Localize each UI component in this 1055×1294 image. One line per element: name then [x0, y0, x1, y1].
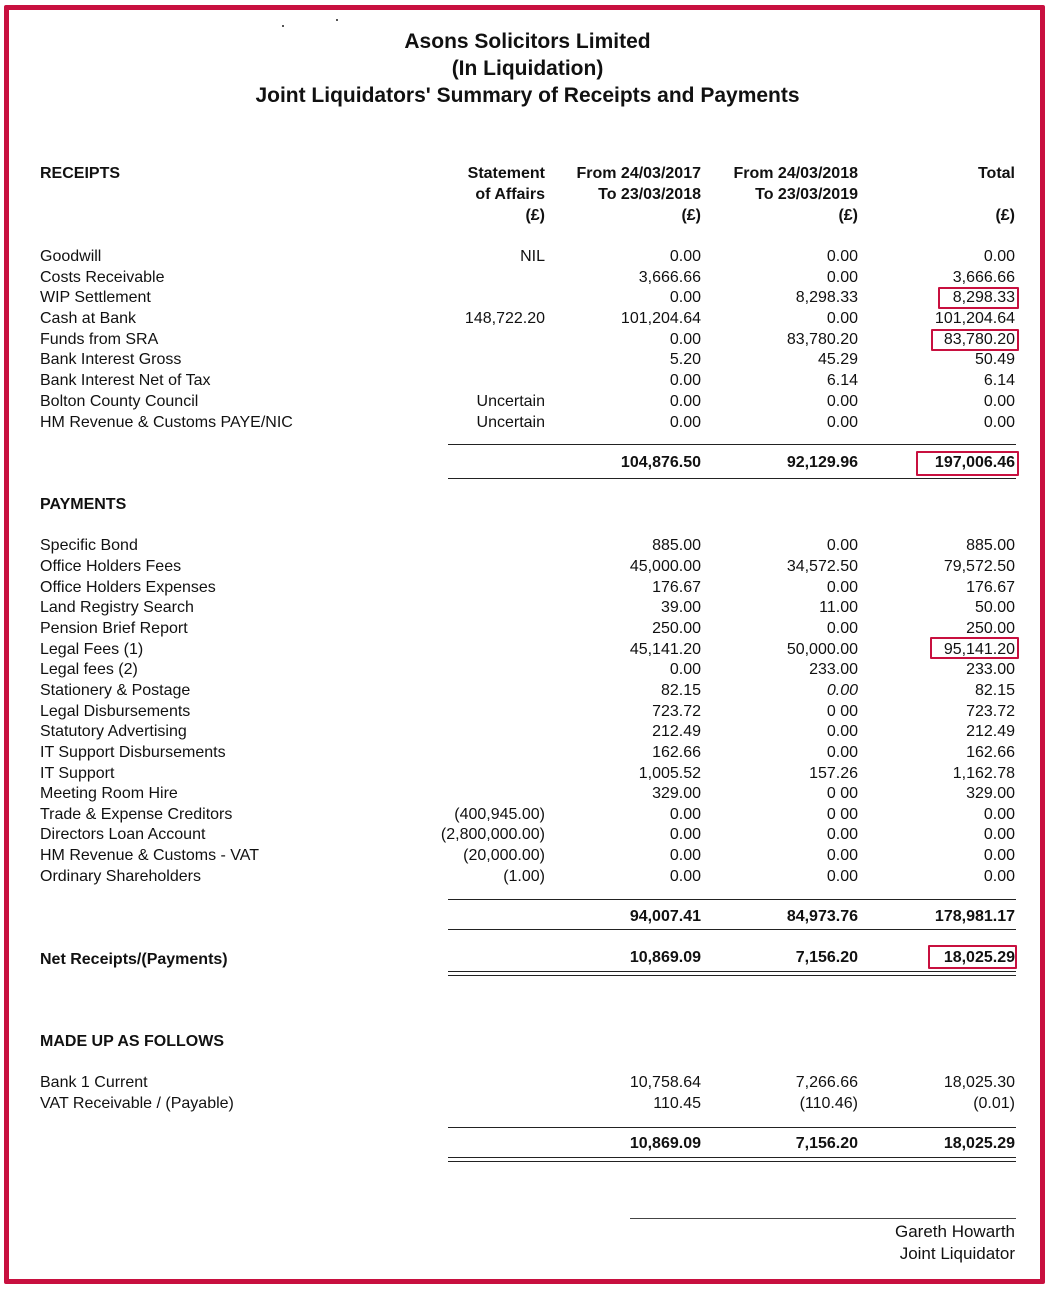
soa-header-line2: of Affairs: [475, 186, 545, 203]
total-value: 18,025.30: [943, 1074, 1015, 1091]
payments-grand-total: 178,981.17: [934, 908, 1015, 925]
period1-value: 101,204.64: [620, 310, 701, 327]
total-header: Total: [977, 165, 1015, 182]
period2-value: 0.00: [826, 393, 858, 410]
made-up-total-period1: 10,869.09: [629, 1135, 701, 1152]
period1-header-line2: To 23/03/2018: [598, 186, 701, 203]
receipts-rule-bottom: [448, 478, 1016, 479]
row-label: Specific Bond: [40, 537, 138, 554]
row-label: Office Holders Expenses: [40, 579, 216, 596]
total-value: 329.00: [966, 785, 1015, 802]
payments-heading: PAYMENTS: [40, 496, 127, 513]
period1-value: 39.00: [660, 599, 701, 616]
period1-value: 0.00: [669, 806, 701, 823]
row-label: Office Holders Fees: [40, 558, 182, 575]
period2-value: 0.00: [826, 723, 858, 740]
period2-value: 0 00: [826, 703, 858, 720]
liquidation-status: (In Liquidation): [451, 57, 604, 80]
period1-value: 723.72: [652, 703, 701, 720]
scan-speck: [336, 19, 338, 21]
row-label: Funds from SRA: [40, 331, 159, 348]
highlight-box: [928, 945, 1017, 969]
total-value: 8,298.33: [952, 289, 1015, 306]
total-value: 50.49: [974, 351, 1015, 368]
receipts-grand-total: 197,006.46: [934, 454, 1015, 471]
period1-value: 3,666.66: [638, 269, 701, 286]
total-value: 79,572.50: [943, 558, 1015, 575]
period1-value: 885.00: [652, 537, 701, 554]
net-period2: 7,156.20: [795, 949, 858, 966]
period1-value: 0.00: [669, 372, 701, 389]
period2-value: 157.26: [809, 765, 858, 782]
net-double-rule-1: [448, 971, 1016, 972]
payments-total-period1: 94,007.41: [629, 908, 701, 925]
period1-value: 212.49: [652, 723, 701, 740]
row-label: WIP Settlement: [40, 289, 151, 306]
total-value: 723.72: [966, 703, 1015, 720]
row-label: HM Revenue & Customs PAYE/NIC: [40, 414, 293, 431]
period1-value: 1,005.52: [638, 765, 701, 782]
soa-value: Uncertain: [476, 393, 545, 410]
soa-value: 148,722.20: [464, 310, 545, 327]
row-label: Bank Interest Net of Tax: [40, 372, 211, 389]
period2-value: 50,000.00: [786, 641, 858, 658]
total-value: 0.00: [983, 806, 1015, 823]
row-label: IT Support Disbursements: [40, 744, 226, 761]
period2-value: 0.00: [826, 269, 858, 286]
total-value: 885.00: [966, 537, 1015, 554]
highlight-box: [916, 451, 1019, 476]
payments-total-period2: 84,973.76: [786, 908, 858, 925]
signatory-role: Joint Liquidator: [899, 1244, 1015, 1263]
period2-value: 0.00: [826, 579, 858, 596]
soa-value: (2,800,000.00): [440, 826, 545, 843]
made-up-heading: MADE UP AS FOLLOWS: [40, 1033, 224, 1050]
period1-value: 0.00: [669, 826, 701, 843]
period2-header-line1: From 24/03/2018: [733, 165, 858, 182]
signatory-name: Gareth Howarth: [895, 1222, 1015, 1241]
total-value: 95,141.20: [943, 641, 1015, 658]
period1-value: 82.15: [660, 682, 701, 699]
total-header-unit: (£): [995, 207, 1015, 224]
highlight-box: [930, 637, 1019, 659]
net-period1: 10,869.09: [629, 949, 701, 966]
row-label: Stationery & Postage: [40, 682, 191, 699]
period1-value: 250.00: [652, 620, 701, 637]
row-label: Bank 1 Current: [40, 1074, 148, 1091]
period1-value: 5.20: [669, 351, 701, 368]
row-label: Trade & Expense Creditors: [40, 806, 233, 823]
period2-value: 0.00: [826, 414, 858, 431]
period1-value: 0.00: [669, 847, 701, 864]
period2-value: 11.00: [819, 599, 858, 616]
made-up-double-rule-2: [448, 1161, 1016, 1162]
period2-value: 45.29: [817, 351, 858, 368]
row-label: Cash at Bank: [40, 310, 137, 327]
highlight-box: [931, 329, 1019, 351]
period1-value: 0.00: [669, 661, 701, 678]
period1-value: 0.00: [669, 289, 701, 306]
total-value: 0.00: [983, 248, 1015, 265]
total-value: 82.15: [974, 682, 1015, 699]
total-value: 250.00: [966, 620, 1015, 637]
total-value: 0.00: [983, 393, 1015, 410]
report-title: Joint Liquidators' Summary of Receipts and Payments: [255, 84, 800, 107]
period2-value: 83,780.20: [786, 331, 858, 348]
receipts-rule-top: [448, 444, 1016, 445]
signature-line: [630, 1218, 1016, 1219]
row-label: VAT Receivable / (Payable): [40, 1095, 234, 1112]
period2-value: 0.00: [826, 310, 858, 327]
period1-value: 0.00: [669, 393, 701, 410]
row-label: Costs Receivable: [40, 269, 165, 286]
row-label: Statutory Advertising: [40, 723, 187, 740]
period2-value: 8,298.33: [795, 289, 858, 306]
row-label: Directors Loan Account: [40, 826, 206, 843]
period2-header-unit: (£): [838, 207, 858, 224]
made-up-total-period2: 7,156.20: [795, 1135, 858, 1152]
total-value: (0.01): [973, 1095, 1015, 1112]
row-label: Goodwill: [40, 248, 102, 265]
row-label: Meeting Room Hire: [40, 785, 178, 802]
period2-value: 0.00: [826, 744, 858, 761]
row-label: Bolton County Council: [40, 393, 199, 410]
total-value: 1,162.78: [952, 765, 1015, 782]
period1-value: 110.45: [653, 1095, 701, 1112]
row-label: Bank Interest Gross: [40, 351, 182, 368]
period2-value: 233.00: [809, 661, 858, 678]
total-value: 0.00: [983, 868, 1015, 885]
total-value: 176.67: [966, 579, 1015, 596]
row-label: Ordinary Shareholders: [40, 868, 201, 885]
soa-value: (20,000.00): [463, 847, 545, 864]
period1-value: 45,000.00: [629, 558, 701, 575]
period2-value: 0.00: [826, 847, 858, 864]
payments-rule-top: [448, 899, 1016, 900]
soa-value: Uncertain: [476, 414, 545, 431]
period2-value: 34,572.50: [786, 558, 858, 575]
period1-value: 0.00: [669, 868, 701, 885]
total-value: 0.00: [983, 826, 1015, 843]
soa-value: NIL: [520, 248, 545, 265]
total-value: 0.00: [983, 414, 1015, 431]
period1-value: 45,141.20: [629, 641, 701, 658]
row-label: HM Revenue & Customs - VAT: [40, 847, 260, 864]
total-value: 50.00: [974, 599, 1015, 616]
soa-header-unit: (£): [525, 207, 545, 224]
soa-value: (400,945.00): [454, 806, 545, 823]
period2-value: 6.14: [826, 372, 858, 389]
total-value: 162.66: [966, 744, 1015, 761]
payments-rule-bottom: [448, 929, 1016, 930]
period2-value: 0.00: [826, 826, 858, 843]
period1-value: 329.00: [652, 785, 701, 802]
period1-value: 0.00: [669, 331, 701, 348]
row-label: Land Registry Search: [40, 599, 194, 616]
period2-value: 0.00: [826, 620, 858, 637]
period1-header-unit: (£): [681, 207, 701, 224]
row-label: Legal Fees (1): [40, 641, 144, 658]
soa-header-line1: Statement: [467, 165, 545, 182]
receipts-total-period2: 92,129.96: [786, 454, 858, 471]
receipts-heading: RECEIPTS: [40, 165, 121, 182]
total-value: 101,204.64: [934, 310, 1015, 327]
period2-value: 0 00: [826, 785, 858, 802]
period1-value: 0.00: [669, 414, 701, 431]
total-value: 6.14: [983, 372, 1015, 389]
period2-value: 0.00: [826, 248, 858, 265]
period2-value: 0 00: [826, 806, 858, 823]
period1-value: 162.66: [652, 744, 701, 761]
total-value: 0.00: [983, 847, 1015, 864]
total-value: 233.00: [966, 661, 1015, 678]
row-label: Legal Disbursements: [40, 703, 191, 720]
total-value: 83,780.20: [943, 331, 1015, 348]
period1-value: 176.67: [652, 579, 701, 596]
row-label: IT Support: [40, 765, 115, 782]
soa-value: (1.00): [503, 868, 545, 885]
net-total: 18,025.29: [943, 949, 1015, 966]
period1-value: 10,758.64: [629, 1074, 701, 1091]
net-receipts-label: Net Receipts/(Payments): [40, 951, 228, 968]
period2-value: (110.46): [799, 1095, 858, 1112]
net-double-rule-2: [448, 975, 1016, 976]
period2-value: 0.00: [826, 537, 858, 554]
period2-value: 0.00: [826, 868, 858, 885]
period1-value: 0.00: [669, 248, 701, 265]
total-value: 3,666.66: [952, 269, 1015, 286]
total-value: 212.49: [966, 723, 1015, 740]
made-up-rule-top: [448, 1127, 1016, 1128]
made-up-grand-total: 18,025.29: [943, 1135, 1015, 1152]
period2-value: 0.00: [826, 682, 858, 699]
made-up-double-rule-1: [448, 1157, 1016, 1158]
scan-speck: [282, 25, 284, 27]
period1-header-line1: From 24/03/2017: [576, 165, 701, 182]
row-label: Legal fees (2): [40, 661, 138, 678]
period2-header-line2: To 23/03/2019: [755, 186, 858, 203]
period2-value: 7,266.66: [795, 1074, 858, 1091]
company-name: Asons Solicitors Limited: [404, 30, 651, 53]
highlight-box: [938, 287, 1019, 309]
receipts-total-period1: 104,876.50: [620, 454, 701, 471]
row-label: Pension Brief Report: [40, 620, 188, 637]
